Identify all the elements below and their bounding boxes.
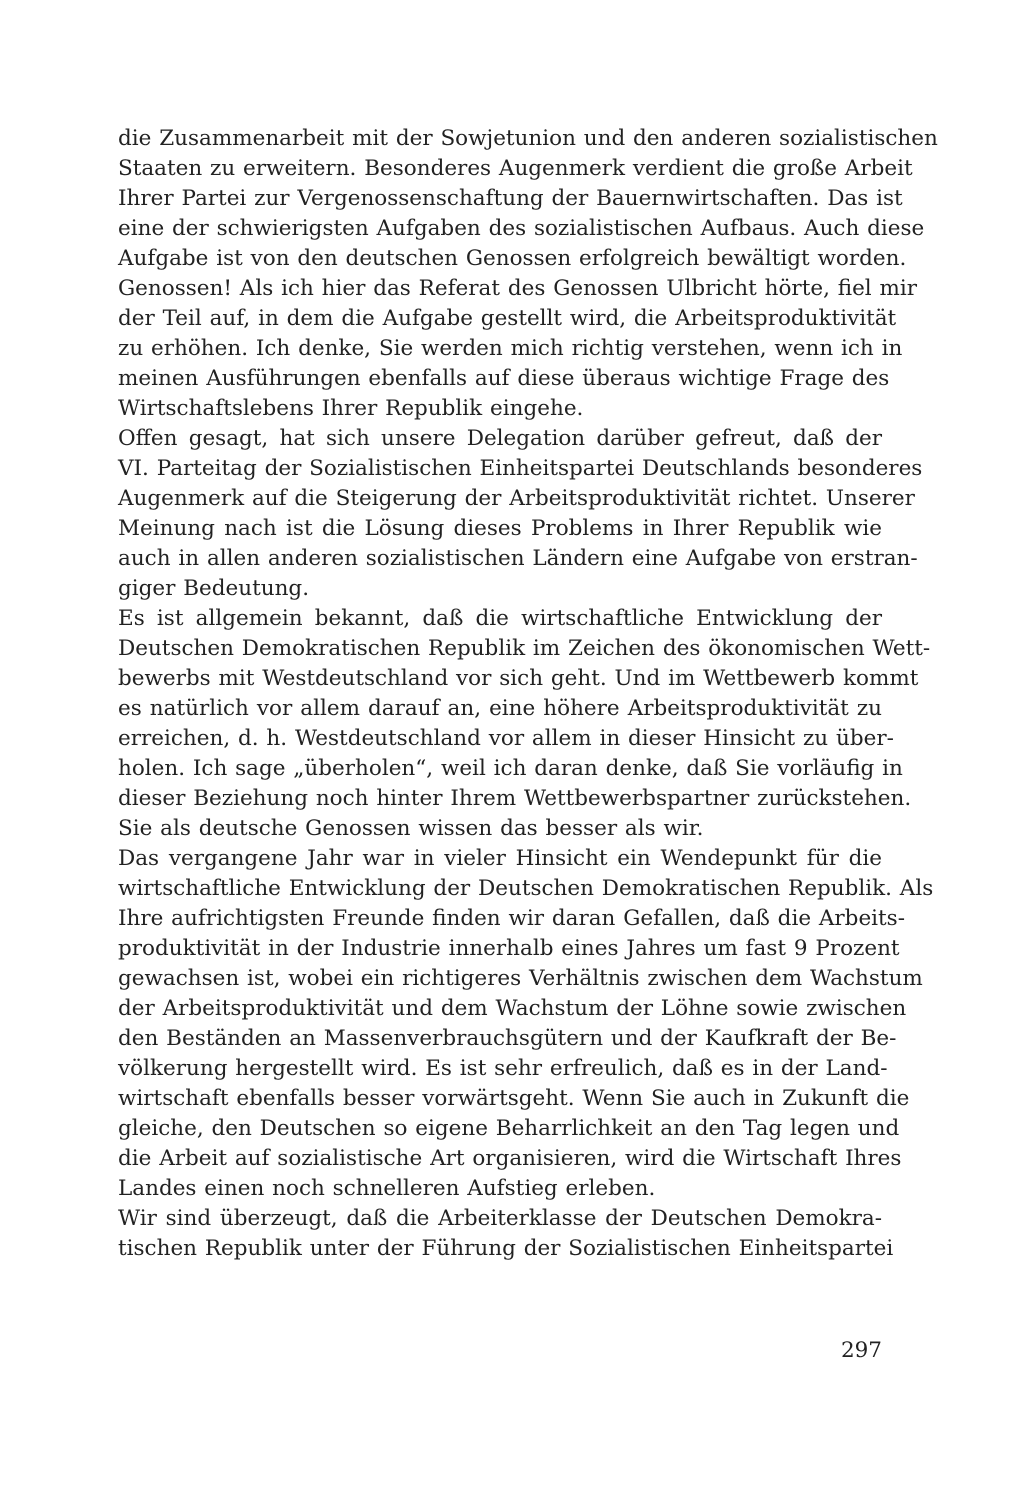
text-line: giger Bedeutung. [118, 576, 310, 601]
text-line: bewerbs mit Westdeutschland vor sich geht. Und im Wettbewerb kommt [118, 666, 919, 691]
text-line: Ihrer Partei zur Vergenossenschaftung der Bauernwirtschaften. Das ist [118, 186, 903, 211]
text-line: der Arbeitsproduktivität und dem Wachstum der Löhne sowie zwischen [118, 996, 907, 1021]
text-line: erreichen, d. h. Westdeutschland vor allem in dieser Hinsicht zu über- [118, 726, 894, 751]
text-line: Genossen! Als ich hier das Referat des Genossen Ulbricht hörte, fiel mir [118, 276, 918, 301]
text-line: der Teil auf, in dem die Aufgabe gestellt wird, die Arbeitsproduktivität [118, 306, 897, 331]
text-line: Deutschen Demokratischen Republik im Zeichen des ökonomischen Wett- [118, 636, 931, 661]
text-line: Wirtschaftslebens Ihrer Republik eingehe. [118, 396, 584, 421]
text-line: holen. Ich sage „überholen“, weil ich daran denke, daß Sie vorläufig in [118, 756, 903, 781]
text-line: die Arbeit auf sozialistische Art organisieren, wird die Wirtschaft Ihres [118, 1146, 902, 1171]
text-line: wirtschaftliche Entwicklung der Deutschen Demokratischen Republik. Als [118, 876, 934, 901]
text-line: Offen gesagt, hat sich unsere Delegation darüber gefreut, daß der [118, 426, 882, 451]
text-line: die Zusammenarbeit mit der Sowjetunion und den anderen sozialistischen [118, 126, 938, 151]
text-line: Landes einen noch schnelleren Aufstieg erleben. [118, 1176, 656, 1201]
text-line: völkerung hergestellt wird. Es ist sehr erfreulich, daß es in der Land- [118, 1056, 888, 1081]
text-line: zu erhöhen. Ich denke, Sie werden mich richtig verstehen, wenn ich in [118, 336, 903, 361]
text-line: VI. Parteitag der Sozialistischen Einheitspartei Deutschlands besonderes [118, 456, 923, 481]
text-line: meinen Ausführungen ebenfalls auf diese überaus wichtige Frage des [118, 366, 890, 391]
text-line: auch in allen anderen sozialistischen Ländern eine Aufgabe von erstran- [118, 546, 918, 571]
text-line: Es ist allgemein bekannt, daß die wirtschaftliche Entwicklung der [118, 606, 882, 631]
text-line: den Beständen an Massenverbrauchsgütern und der Kaufkraft der Be- [118, 1026, 897, 1051]
text-line: Meinung nach ist die Lösung dieses Problems in Ihrer Republik wie [118, 516, 882, 541]
text-line: es natürlich vor allem darauf an, eine höhere Arbeitsproduktivität zu [118, 696, 882, 721]
text-line: eine der schwierigsten Aufgaben des sozialistischen Aufbaus. Auch diese [118, 216, 925, 241]
text-line: Ihre aufrichtigsten Freunde finden wir daran Gefallen, daß die Arbeits- [118, 906, 905, 931]
page-body [118, 124, 938, 1434]
text-line: produktivität in der Industrie innerhalb eines Jahres um fast 9 Prozent [118, 936, 900, 961]
page-number: 297 [840, 1338, 882, 1363]
text-line: dieser Beziehung noch hinter Ihrem Wettbewerbspartner zurückstehen. [118, 786, 912, 811]
text-line: wirtschaft ebenfalls besser vorwärtsgeht. Wenn Sie auch in Zukunft die [118, 1086, 910, 1111]
text-line: Wir sind überzeugt, daß die Arbeiterklasse der Deutschen Demokra- [118, 1206, 882, 1231]
text-line: gewachsen ist, wobei ein richtigeres Verhältnis zwischen dem Wachstum [118, 966, 923, 991]
text-line: Aufgabe ist von den deutschen Genossen erfolgreich bewältigt worden. [118, 246, 907, 271]
text-line: gleiche, den Deutschen so eigene Beharrlichkeit an den Tag legen und [118, 1116, 900, 1141]
text-line: Sie als deutsche Genossen wissen das besser als wir. [118, 816, 704, 841]
text-line: tischen Republik unter der Führung der Sozialistischen Einheitspartei [118, 1236, 894, 1261]
text-line: Augenmerk auf die Steigerung der Arbeitsproduktivität richtet. Unserer [118, 486, 915, 511]
text-line: Das vergangene Jahr war in vieler Hinsicht ein Wendepunkt für die [118, 846, 882, 871]
text-line: Staaten zu erweitern. Besonderes Augenmerk verdient die große Arbeit [118, 156, 913, 181]
